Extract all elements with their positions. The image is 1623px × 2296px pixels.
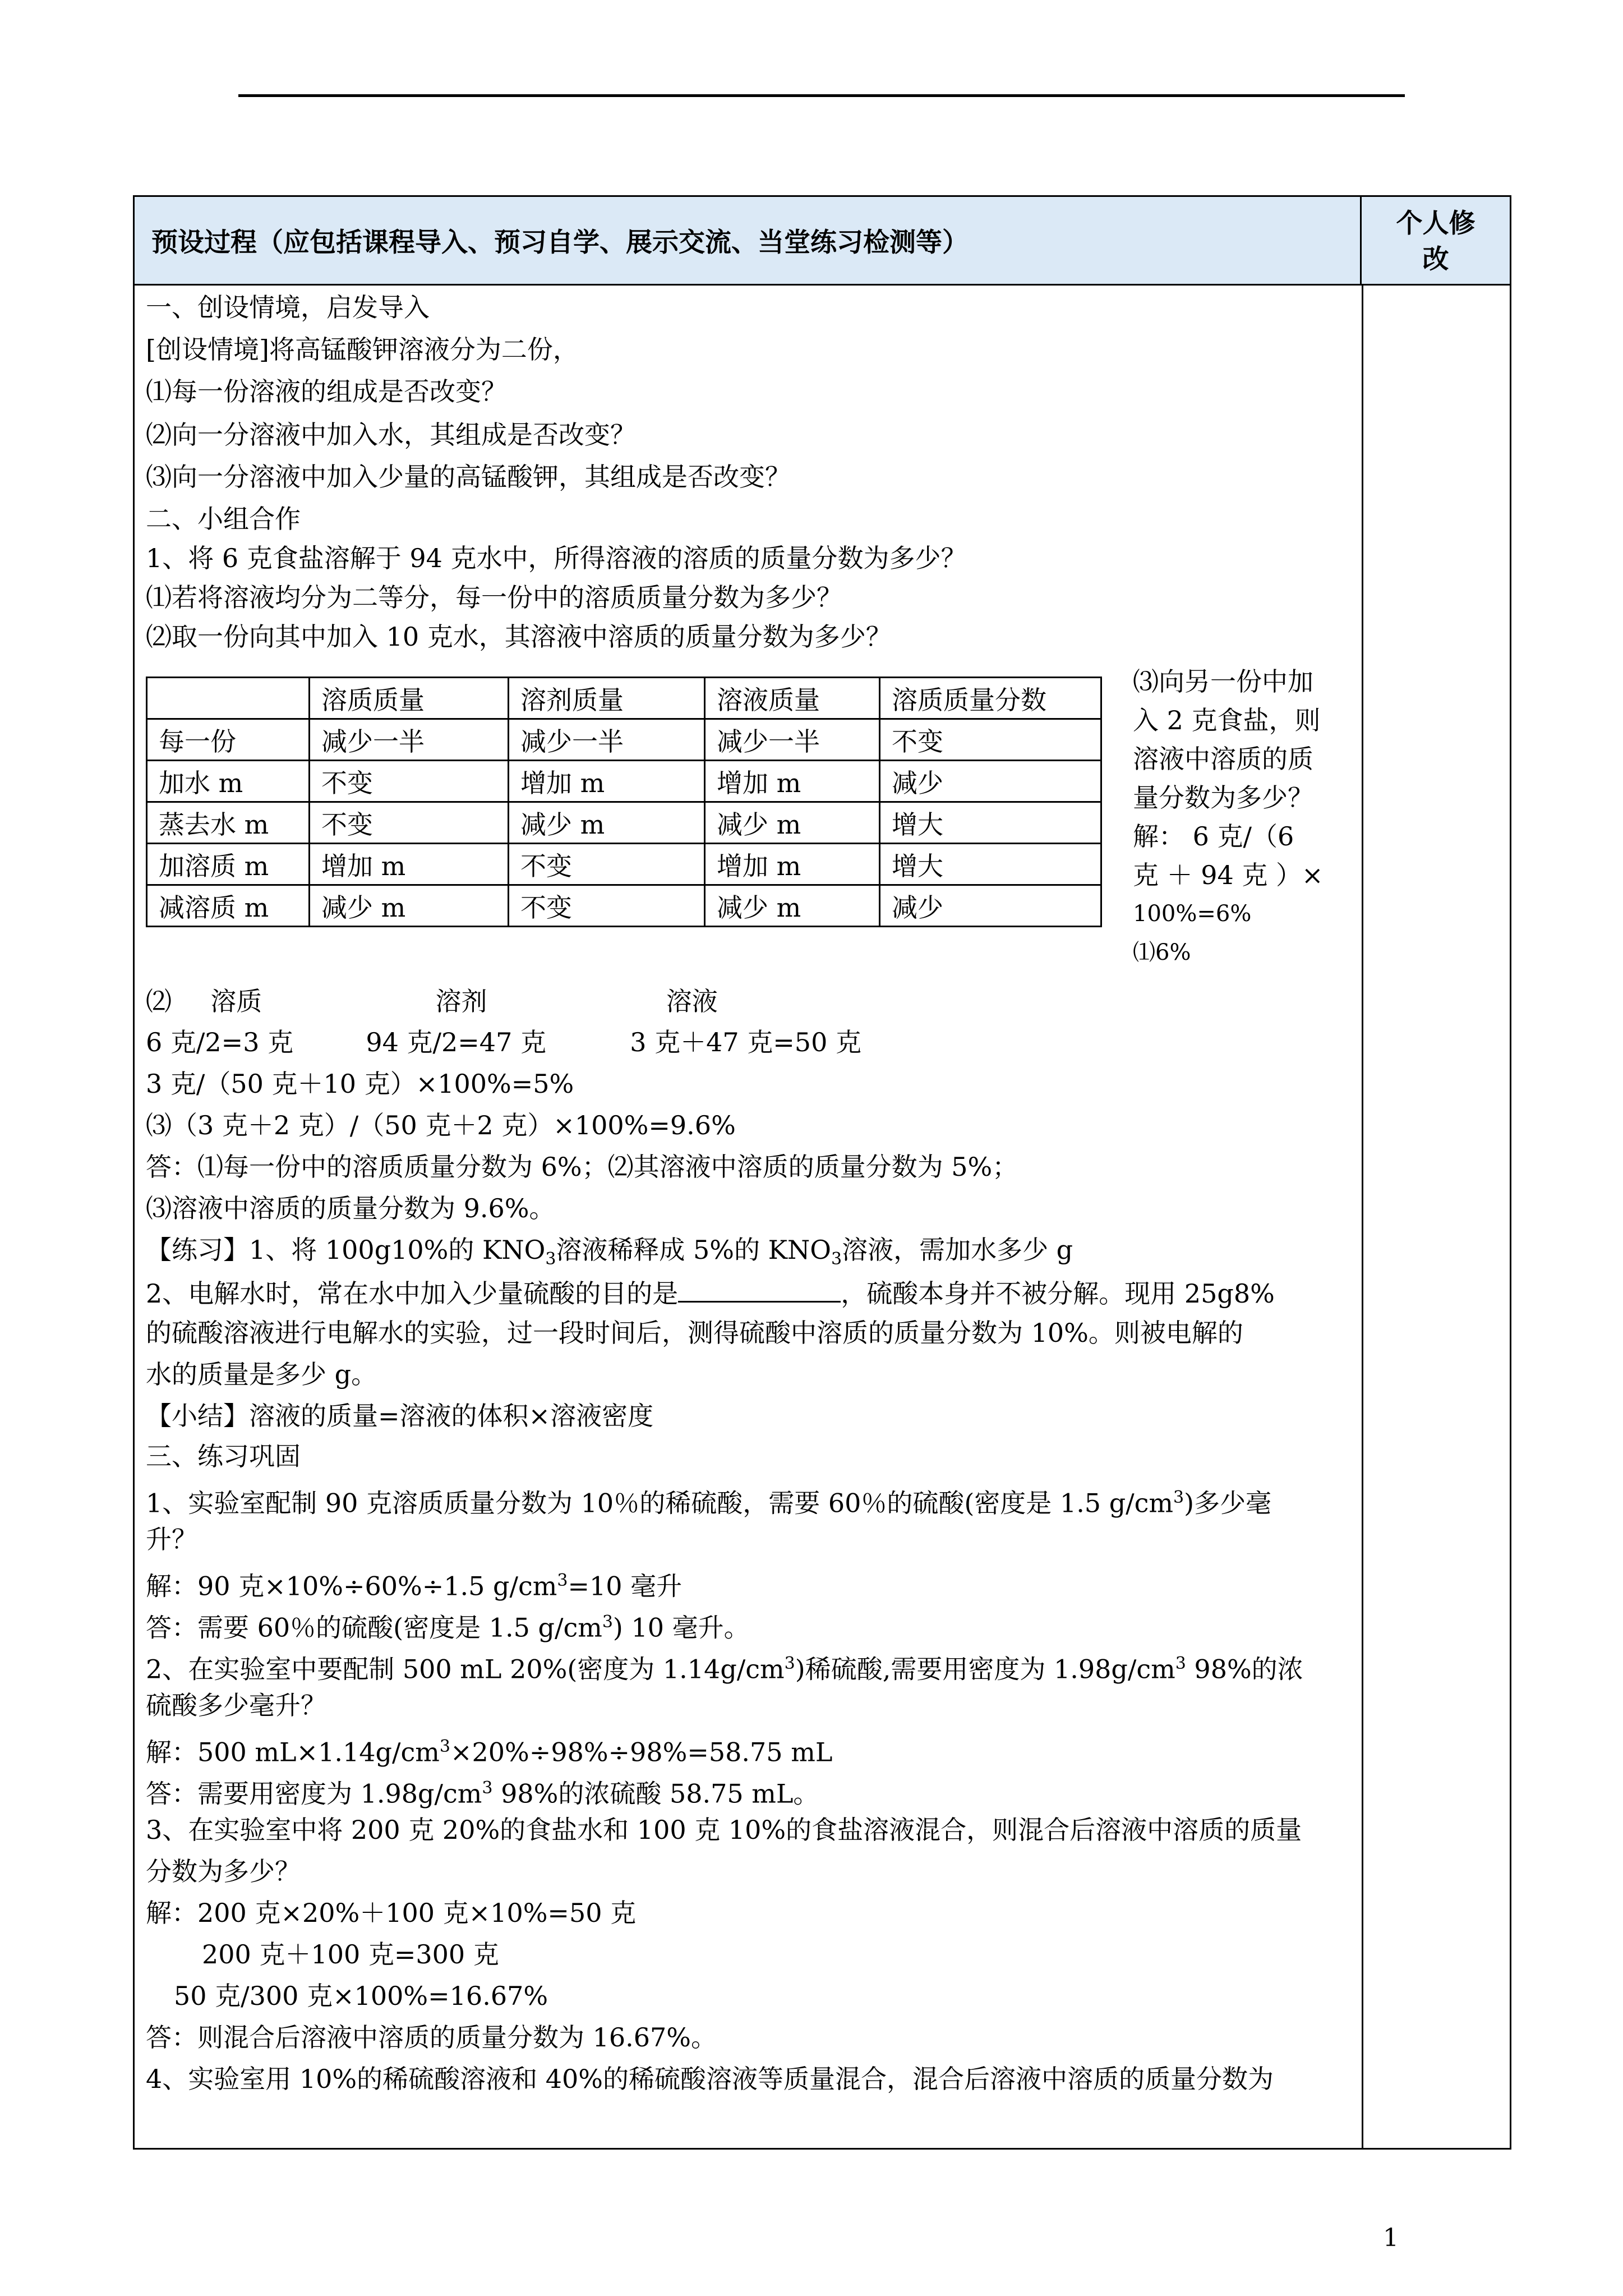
exercise-1-answer-b: ) 10 毫升。 [612, 1612, 750, 1643]
problem-1-part-1: ⑴若将溶液均分为二等分，每一份中的溶质质量分数为多少？ [146, 582, 842, 613]
side-notes [1133, 662, 1354, 972]
calc-solvent-value: 94 克/2=47 克 [366, 1027, 546, 1057]
practice-2 [146, 1275, 1275, 1310]
exercise-2-answer-b: 98%的浓硫酸 58.75 mL。 [492, 1778, 819, 1809]
exercise-2-text-c: 98%的浓 [1186, 1654, 1303, 1685]
table-cell: 增加 m [509, 761, 705, 802]
subscript: 3 [831, 1249, 842, 1269]
table-cell: 不变 [509, 844, 705, 885]
header-rule [238, 94, 1405, 97]
table-cell: 增加 m [705, 844, 880, 885]
practice-1 [146, 1234, 1073, 1276]
calc-solute-value: 6 克/2=3 克 [146, 1027, 294, 1057]
superscript: 3 [439, 1737, 450, 1756]
exercise-4: 4、实验室用 10%的稀硫酸溶液和 40%的稀硫酸溶液等质量混合，混合后溶液中溶质的质量分数为 [146, 2064, 1274, 2094]
exercise-1-solution [146, 1565, 682, 1602]
table-cell: 不变 [310, 802, 509, 844]
table-row [147, 761, 1101, 802]
exercise-1-text-b: )多少毫 [1184, 1488, 1272, 1519]
table-cell: 减溶质 m [147, 885, 310, 927]
problem-1-part-2: ⑵取一份向其中加入 10 克水，其溶液中溶质的质量分数为多少？ [146, 622, 892, 652]
table-cell: 减少 m [509, 802, 705, 844]
exercise-2-answer-a: 答：需要用密度为 1.98g/cm [146, 1778, 482, 1809]
table-row [147, 719, 1101, 761]
exercise-3-solution-1: 解：200 克×20%＋100 克×10%=50 克 [146, 1898, 637, 1928]
section-two-title: 二、小组合作 [146, 504, 301, 534]
section-one-title: 一、创设情境，启发导入 [146, 292, 430, 323]
table-cell: 减少 [880, 885, 1101, 927]
table-header-cell: 溶质质量分数 [880, 678, 1101, 719]
table-cell: 减少一半 [509, 719, 705, 761]
exercise-1 [146, 1481, 1271, 1519]
table-cell: 不变 [509, 885, 705, 927]
exercise-2-line-2: 硫酸多少毫升？ [146, 1690, 326, 1720]
calc-values-row [146, 1026, 861, 1059]
exercise-2-solution-a: 解：500 mL×1.14g/cm [146, 1737, 440, 1768]
summary: 【小结】溶液的质量=溶液的体积×溶液密度 [146, 1401, 654, 1431]
question-1: ⑴每一份溶液的组成是否改变？ [146, 376, 507, 407]
table-header-cell: 溶液质量 [705, 678, 880, 719]
exercise-3-line-2: 分数为多少？ [146, 1856, 301, 1887]
calc-labels-row [146, 985, 718, 1018]
side-note-line: 入 2 克食盐，则 [1133, 705, 1321, 735]
practice-1-text-c: 溶液，需加水多少 g [842, 1235, 1073, 1265]
side-note-line: ⑶向另一份中加 [1133, 666, 1313, 697]
table-cell: 不变 [880, 719, 1101, 761]
side-note-line: 解： 6 克/（6 [1133, 821, 1294, 852]
exercise-1-answer [146, 1606, 750, 1644]
calc-label-solution: 溶液 [666, 986, 718, 1016]
calc-line-3: 3 克/（50 克＋10 克）×100%=5% [146, 1069, 574, 1099]
table-header-cell: 溶质质量 [310, 678, 509, 719]
superscript: 3 [602, 1612, 613, 1632]
process-header-title: 预设过程（应包括课程导入、预习自学、展示交流、当堂练习检测等） [151, 227, 969, 258]
practice-2-line-3: 水的质量是多少 g。 [146, 1359, 377, 1389]
practice-2-text-a: 2、电解水时，常在水中加入少量硫酸的目的是 [146, 1278, 679, 1309]
table-cell: 加溶质 m [147, 844, 310, 885]
calc-answer-2: ⑶溶液中溶质的质量分数为 9.6%。 [146, 1193, 555, 1223]
table-cell: 每一份 [147, 719, 310, 761]
answer-blank [678, 1275, 841, 1303]
exercise-3: 3、在实验室中将 200 克 20%的食盐水和 100 克 10%的食盐溶液混合，则混合后溶液中溶质的质量 [146, 1815, 1302, 1845]
practice-2-text-b: ，硫酸本身并不被分解。现用 25g8% [841, 1278, 1275, 1309]
table-cell: 减少一半 [310, 719, 509, 761]
revision-header-line2: 改 [1422, 244, 1449, 275]
table-cell: 增加 m [705, 761, 880, 802]
question-3: ⑶向一分溶液中加入少量的高锰酸钾，其组成是否改变？ [146, 462, 791, 492]
process-header-cell [135, 197, 1362, 286]
table-row [147, 844, 1101, 885]
revision-header-line1: 个人修 [1396, 208, 1476, 239]
table-cell: 增加 m [310, 844, 509, 885]
exercise-2 [146, 1648, 1303, 1685]
calc-solution-value: 3 克＋47 克=50 克 [630, 1027, 861, 1057]
exercise-2-answer [146, 1772, 819, 1810]
table-cell: 增大 [880, 802, 1101, 844]
lesson-table [133, 195, 1511, 2150]
superscript: 3 [784, 1654, 795, 1673]
exercise-2-text-a: 2、在实验室中要配制 500 mL 20%(密度为 1.14g/cm [146, 1654, 785, 1685]
change-table [146, 677, 1102, 927]
superscript: 3 [482, 1778, 493, 1798]
exercise-2-text-b: )稀硫酸,需要用密度为 1.98g/cm [795, 1654, 1175, 1685]
question-2: ⑵向一分溶液中加入水，其组成是否改变？ [146, 420, 636, 450]
table-cell: 减少一半 [705, 719, 880, 761]
table-cell: 减少 m [310, 885, 509, 927]
subscript: 3 [545, 1249, 556, 1269]
page-number: 1 [1383, 2224, 1399, 2252]
table-cell: 减少 m [705, 885, 880, 927]
practice-1-text-b: 溶液稀释成 5%的 KNO [556, 1235, 831, 1265]
exercise-1-line-2: 升？ [146, 1524, 197, 1554]
superscript: 3 [1175, 1654, 1186, 1673]
calc-answer-1: 答：⑴每一份中的溶质质量分数为 6%；⑵其溶液中溶质的质量分数为 5%； [146, 1152, 1018, 1182]
revision-header-title [1362, 206, 1510, 278]
table-header-row [147, 678, 1101, 719]
exercise-3-solution-2: 200 克＋100 克=300 克 [202, 1939, 499, 1970]
table-row [147, 802, 1101, 844]
calc-label-solvent: 溶剂 [435, 986, 487, 1016]
calc-label-num: ⑵ [146, 986, 172, 1016]
exercise-2-solution [146, 1731, 832, 1768]
calc-line-4: ⑶（3 克＋2 克）/（50 克＋2 克）×100%=9.6% [146, 1110, 736, 1140]
exercise-2-solution-b: ×20%÷98%÷98%=58.75 mL [450, 1737, 833, 1768]
revision-header-cell [1362, 197, 1510, 286]
table-cell: 增大 [880, 844, 1101, 885]
exercise-1-solution-b: =10 毫升 [568, 1571, 683, 1602]
column-divider [1362, 286, 1363, 2148]
side-note-line: 克 ＋ 94 克 ）× [1133, 860, 1324, 890]
table-cell: 不变 [310, 761, 509, 802]
section-three-title: 三、练习巩固 [146, 1441, 301, 1471]
side-note-line: 溶液中溶质的质 [1133, 744, 1313, 774]
scenario-intro: [创设情境]将高锰酸钾溶液分为二份， [146, 334, 579, 365]
exercise-1-solution-a: 解：90 克×10%÷60%÷1.5 g/cm [146, 1571, 557, 1602]
exercise-3-answer: 答：则混合后溶液中溶质的质量分数为 16.67%。 [146, 2022, 717, 2053]
table-cell: 蒸去水 m [147, 802, 310, 844]
exercise-1-answer-a: 答：需要 60％的硫酸(密度是 1.5 g/cm [146, 1612, 602, 1643]
superscript: 3 [1173, 1488, 1184, 1507]
table-header-cell: 溶剂质量 [509, 678, 705, 719]
superscript: 3 [557, 1571, 568, 1590]
side-note-line: 100%=6% [1133, 901, 1252, 927]
table-header-cell [147, 678, 310, 719]
exercise-1-text-a: 1、实验室配制 90 克溶质质量分数为 10％的稀硫酸，需要 60％的硫酸(密度是 1.5 g/cm [146, 1488, 1174, 1519]
table-cell: 减少 m [705, 802, 880, 844]
calc-label-solute: 溶质 [210, 986, 262, 1016]
practice-2-line-2: 的硫酸溶液进行电解水的实验，过一段时间后，测得硫酸中溶质的质量分数为 10%。则被电解的 [146, 1318, 1243, 1348]
side-note-line: 量分数为多少？ [1133, 783, 1313, 813]
table-row [147, 885, 1101, 927]
table-cell: 加水 m [147, 761, 310, 802]
practice-1-text-a: 【练习】1、将 100g10%的 KNO [146, 1235, 546, 1265]
table-cell: 减少 [880, 761, 1101, 802]
exercise-3-solution-3: 50 克/300 克×100%=16.67% [174, 1981, 548, 2011]
side-note-line: ⑴6% [1133, 940, 1191, 965]
problem-1: 1、将 6 克食盐溶解于 94 克水中，所得溶液的溶质的质量分数为多少？ [146, 543, 967, 573]
